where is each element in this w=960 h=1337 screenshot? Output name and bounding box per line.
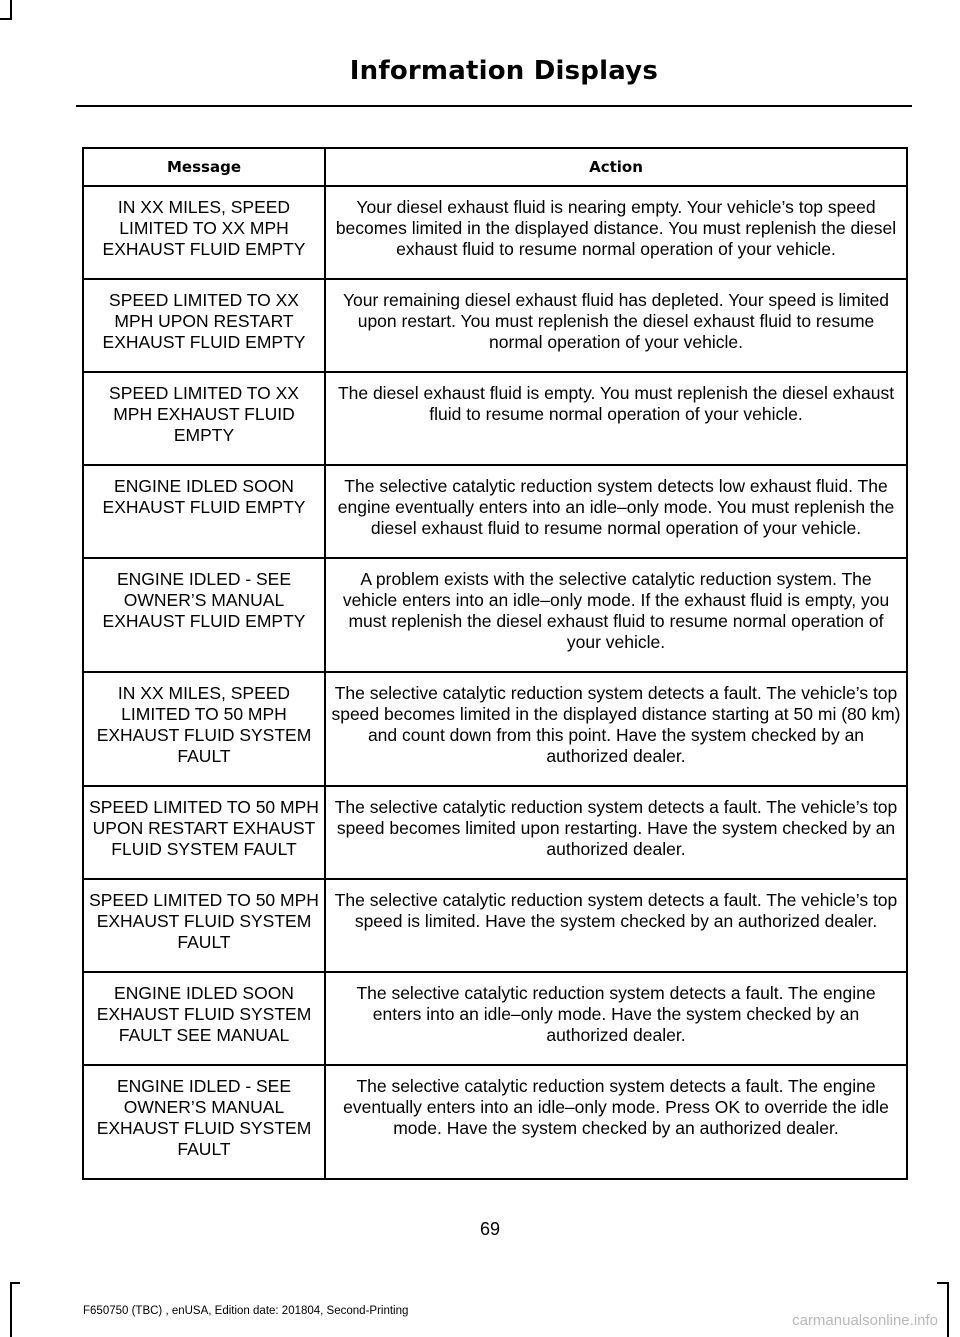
table-header-row (83, 148, 907, 186)
message-cell: IN XX MILES, SPEED LIMITED TO 50 MPH EXHAUST FLUID SYSTEM FAULT (83, 672, 325, 786)
table-row (83, 186, 907, 279)
table-row (83, 465, 907, 558)
page-number: 69 (479, 1219, 501, 1239)
action-cell: The selective catalytic reduction system detects a fault. The vehicle’s top speed is limited. Have the system checked by an authorized dealer. (325, 879, 907, 972)
crop-mark-top-left-horizontal (0, 18, 12, 20)
action-cell: The selective catalytic reduction system detects a fault. The engine enters into an idle–only mode. Have the system checked by an authorized dealer. (325, 972, 907, 1065)
crop-mark-top-left-vertical (10, 0, 12, 20)
action-cell: The selective catalytic reduction system detects a fault. The engine eventually enters into an idle–only mode. Press OK to override the idle mode. Have the system checked by an authorized dealer. (325, 1065, 907, 1179)
table-row (83, 879, 907, 972)
crop-mark-bottom-left-vertical (10, 1282, 12, 1337)
table-row (83, 1065, 907, 1179)
message-cell: SPEED LIMITED TO 50 MPH UPON RESTART EXHAUST FLUID SYSTEM FAULT (83, 786, 325, 879)
column-header-message: Message (83, 148, 325, 186)
action-cell: Your diesel exhaust fluid is nearing empty. Your vehicle’s top speed becomes limited in the displayed distance. You must replenish the diesel exhaust fluid to resume normal operation of your vehicle. (325, 186, 907, 279)
message-cell: SPEED LIMITED TO XX MPH UPON RESTART EXHAUST FLUID EMPTY (83, 279, 325, 372)
message-cell: ENGINE IDLED SOON EXHAUST FLUID SYSTEM FAULT SEE MANUAL (83, 972, 325, 1065)
table-row (83, 372, 907, 465)
action-cell: The selective catalytic reduction system detects a fault. The vehicle’s top speed becomes limited upon restarting. Have the system checked by an authorized dealer. (325, 786, 907, 879)
action-cell: Your remaining diesel exhaust fluid has depleted. Your speed is limited upon restart. You must replenish the diesel exhaust fluid to resume normal operation of your vehicle. (325, 279, 907, 372)
column-header-action: Action (325, 148, 907, 186)
message-cell: SPEED LIMITED TO 50 MPH EXHAUST FLUID SYSTEM FAULT (83, 879, 325, 972)
action-cell: The selective catalytic reduction system detects a fault. The vehicle’s top speed becomes limited in the displayed distance starting at 50 mi (80 km) and count down from this point. Have the system checked by an authorized dealer. (325, 672, 907, 786)
action-cell: The diesel exhaust fluid is empty. You must replenish the diesel exhaust fluid to resume normal operation of your vehicle. (325, 372, 907, 465)
message-cell: SPEED LIMITED TO XX MPH EXHAUST FLUID EMPTY (83, 372, 325, 465)
table-row (83, 672, 907, 786)
title-rule (76, 105, 912, 107)
table-row (83, 558, 907, 672)
action-cell: A problem exists with the selective catalytic reduction system. The vehicle enters into an idle–only mode. If the exhaust fluid is empty, you must replenish the diesel exhaust fluid to resume normal operation of your vehicle. (325, 558, 907, 672)
crop-mark-bottom-right-horizontal (937, 1282, 949, 1284)
table-row (83, 279, 907, 372)
message-cell: ENGINE IDLED SOON EXHAUST FLUID EMPTY (83, 465, 325, 558)
table-row (83, 972, 907, 1065)
message-cell: ENGINE IDLED - SEE OWNER’S MANUAL EXHAUST FLUID SYSTEM FAULT (83, 1065, 325, 1179)
page-title: Information Displays (349, 56, 658, 86)
message-action-table (82, 147, 908, 1180)
table-row (83, 786, 907, 879)
crop-mark-bottom-right-vertical (947, 1282, 949, 1337)
crop-mark-bottom-left-horizontal (10, 1282, 20, 1284)
edition-footer: F650750 (TBC) , enUSA, Edition date: 201804, Second-Printing (83, 1305, 409, 1317)
action-cell: The selective catalytic reduction system detects low exhaust fluid. The engine eventually enters into an idle–only mode. You must replenish the diesel exhaust fluid to resume normal operation of your vehicle. (325, 465, 907, 558)
message-cell: IN XX MILES, SPEED LIMITED TO XX MPH EXHAUST FLUID EMPTY (83, 186, 325, 279)
site-watermark: carmanualsonline.info (792, 1312, 938, 1329)
message-cell: ENGINE IDLED - SEE OWNER’S MANUAL EXHAUST FLUID EMPTY (83, 558, 325, 672)
